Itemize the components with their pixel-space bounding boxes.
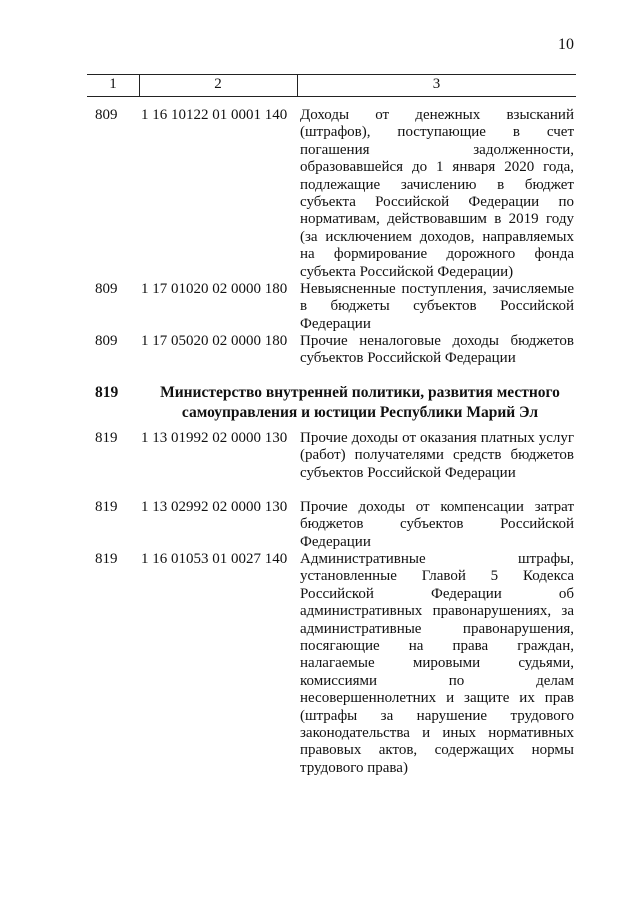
revenue-description: Прочие неналоговые доходы бюджетов субъектов Российской Федерации bbox=[300, 333, 574, 367]
header-col-1: 1 bbox=[109, 76, 117, 92]
revenue-code: 1 17 01020 02 0000 180 bbox=[141, 281, 288, 297]
revenue-description: Невыясненные поступления, зачисляемые в бюджеты субъектов Российской Федерации bbox=[300, 281, 574, 332]
revenue-code: 1 16 01053 01 0027 140 bbox=[141, 551, 288, 567]
page-number: 10 bbox=[558, 36, 574, 53]
revenue-description: Прочие доходы от оказания платных услуг (работ) получателями средств бюджетов субъектов Российской Федерации bbox=[300, 430, 574, 481]
revenue-code: 1 16 10122 01 0001 140 bbox=[141, 107, 288, 123]
header-col-2: 2 bbox=[214, 76, 222, 92]
revenue-description: Административные штрафы, установленные Главой 5 Кодекса Российской Федерации об административных правонарушениях, за административные правонарушения, посягающие на права граждан, налагаемые мировыми судьями, комиссиями по делам несовершеннолетних и защите их прав (штрафы за нарушение трудового законодательства и иных нормативных правовых актов, содержащих нормы трудового права) bbox=[300, 551, 574, 776]
admin-code: 819 bbox=[95, 499, 118, 515]
revenue-code: 1 13 02992 02 0000 130 bbox=[141, 499, 288, 515]
section-title: Министерство внутренней политики, развития местного самоуправления и юстиции Республики Марий Эл bbox=[160, 384, 560, 421]
section-code: 819 bbox=[95, 384, 119, 401]
admin-code: 809 bbox=[95, 333, 118, 349]
revenue-code: 1 13 01992 02 0000 130 bbox=[141, 430, 288, 446]
table-header bbox=[87, 74, 576, 97]
revenue-code: 1 17 05020 02 0000 180 bbox=[141, 333, 288, 349]
admin-code: 809 bbox=[95, 107, 118, 123]
admin-code: 809 bbox=[95, 281, 118, 297]
admin-code: 819 bbox=[95, 551, 118, 567]
header-col-3: 3 bbox=[432, 76, 441, 92]
revenue-description: Прочие доходы от компенсации затрат бюджетов субъектов Российской Федерации bbox=[300, 499, 574, 550]
admin-code: 819 bbox=[95, 430, 118, 446]
revenue-description: Доходы от денежных взысканий (штрафов), поступающие в счет погашения задолженности, образовавшейся до 1 января 2020 года, подлежащие зачислению в бюджет субъекта Российской Федерации по нормативам, действовавшим в 2019 году (за исключением доходов, направляемых на формирование дорожного фонда субъекта Российской Федерации) bbox=[300, 107, 574, 280]
